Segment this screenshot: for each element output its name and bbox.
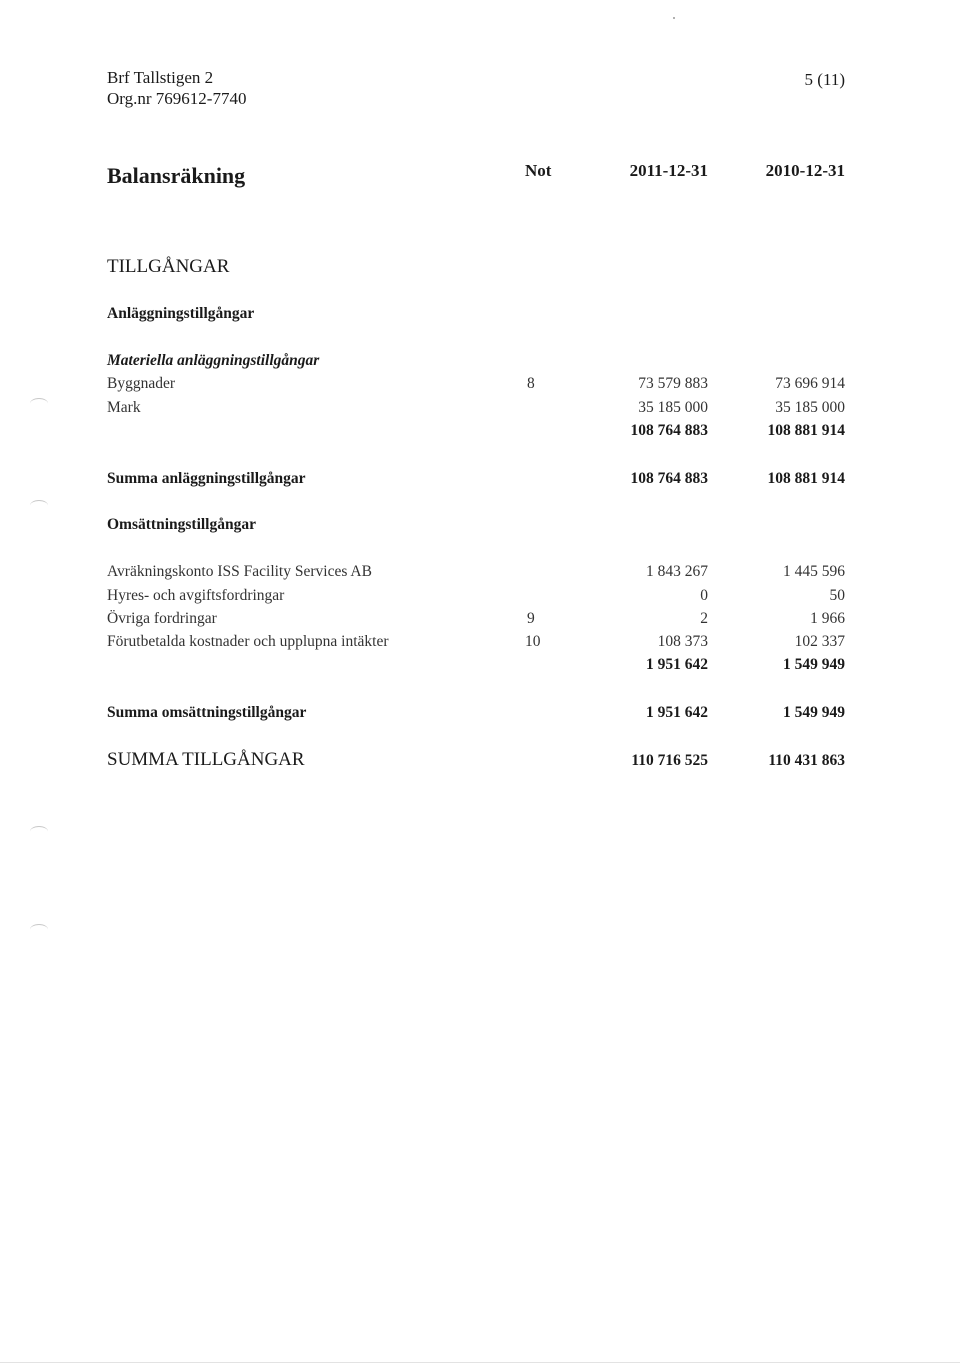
- scan-mark: [30, 924, 48, 935]
- subtotal-2010: 108 881 914: [767, 422, 845, 439]
- subtotal-2011: 1 951 642: [646, 656, 708, 673]
- row-label: Mark: [107, 399, 141, 416]
- row-value-2011: 1 843 267: [646, 563, 708, 580]
- org-number: Org.nr 769612-7740: [107, 89, 247, 108]
- scan-mark: [30, 826, 48, 837]
- row-label: Förutbetalda kostnader och upplupna intäkter: [107, 633, 389, 650]
- row-value-2010: 50: [829, 587, 845, 604]
- scan-mark: [30, 500, 48, 511]
- row-value-2011: 2: [700, 610, 708, 627]
- row-note: 10: [525, 633, 541, 650]
- sum-current-2011: 1 951 642: [646, 704, 708, 721]
- row-label: Hyres- och avgiftsfordringar: [107, 587, 285, 604]
- current-assets-heading: Omsättningstillgångar: [107, 516, 256, 533]
- row-value-2010: 35 185 000: [775, 399, 845, 416]
- total-2011: 110 716 525: [631, 752, 708, 769]
- sum-current-2010: 1 549 949: [783, 704, 845, 721]
- assets-heading: TILLGÅNGAR: [107, 256, 230, 277]
- page-number: 5 (11): [804, 70, 845, 89]
- row-value-2010: 1 445 596: [783, 563, 845, 580]
- row-label: Byggnader: [107, 375, 176, 392]
- subtotal-2010: 1 549 949: [783, 656, 845, 673]
- row-label: Avräkningskonto ISS Facility Services AB: [107, 563, 372, 580]
- row-note: 9: [527, 610, 535, 627]
- row-value-2011: 108 373: [657, 633, 708, 650]
- row-note: 8: [527, 375, 535, 392]
- tangible-assets-heading: Materiella anläggningstillgångar: [107, 352, 320, 369]
- sum-fixed-2010: 108 881 914: [767, 470, 845, 487]
- row-value-2010: 1 966: [810, 610, 845, 627]
- subtotal-2011: 108 764 883: [630, 422, 708, 439]
- column-header-2010: 2010-12-31: [765, 161, 845, 180]
- total-2010: 110 431 863: [768, 752, 845, 769]
- row-value-2011: 73 579 883: [638, 375, 708, 392]
- page-edge: [0, 1362, 960, 1363]
- row-value-2010: 102 337: [794, 633, 845, 650]
- total-assets-label: SUMMA TILLGÅNGAR: [107, 749, 305, 770]
- row-value-2011: 0: [700, 587, 708, 604]
- column-header-2011: 2011-12-31: [629, 161, 708, 180]
- scan-speck: [673, 17, 675, 19]
- sum-fixed-assets-label: Summa anläggningstillgångar: [107, 470, 306, 487]
- sum-current-assets-label: Summa omsättningstillgångar: [107, 704, 307, 721]
- column-header-not: Not: [525, 161, 552, 180]
- row-label: Övriga fordringar: [107, 610, 217, 627]
- page-title: Balansräkning: [107, 163, 246, 188]
- fixed-assets-heading: Anläggningstillgångar: [107, 305, 255, 322]
- sum-fixed-2011: 108 764 883: [630, 470, 708, 487]
- row-value-2010: 73 696 914: [775, 375, 845, 392]
- scan-mark: [30, 398, 48, 409]
- company-name: Brf Tallstigen 2: [107, 68, 214, 87]
- row-value-2011: 35 185 000: [638, 399, 708, 416]
